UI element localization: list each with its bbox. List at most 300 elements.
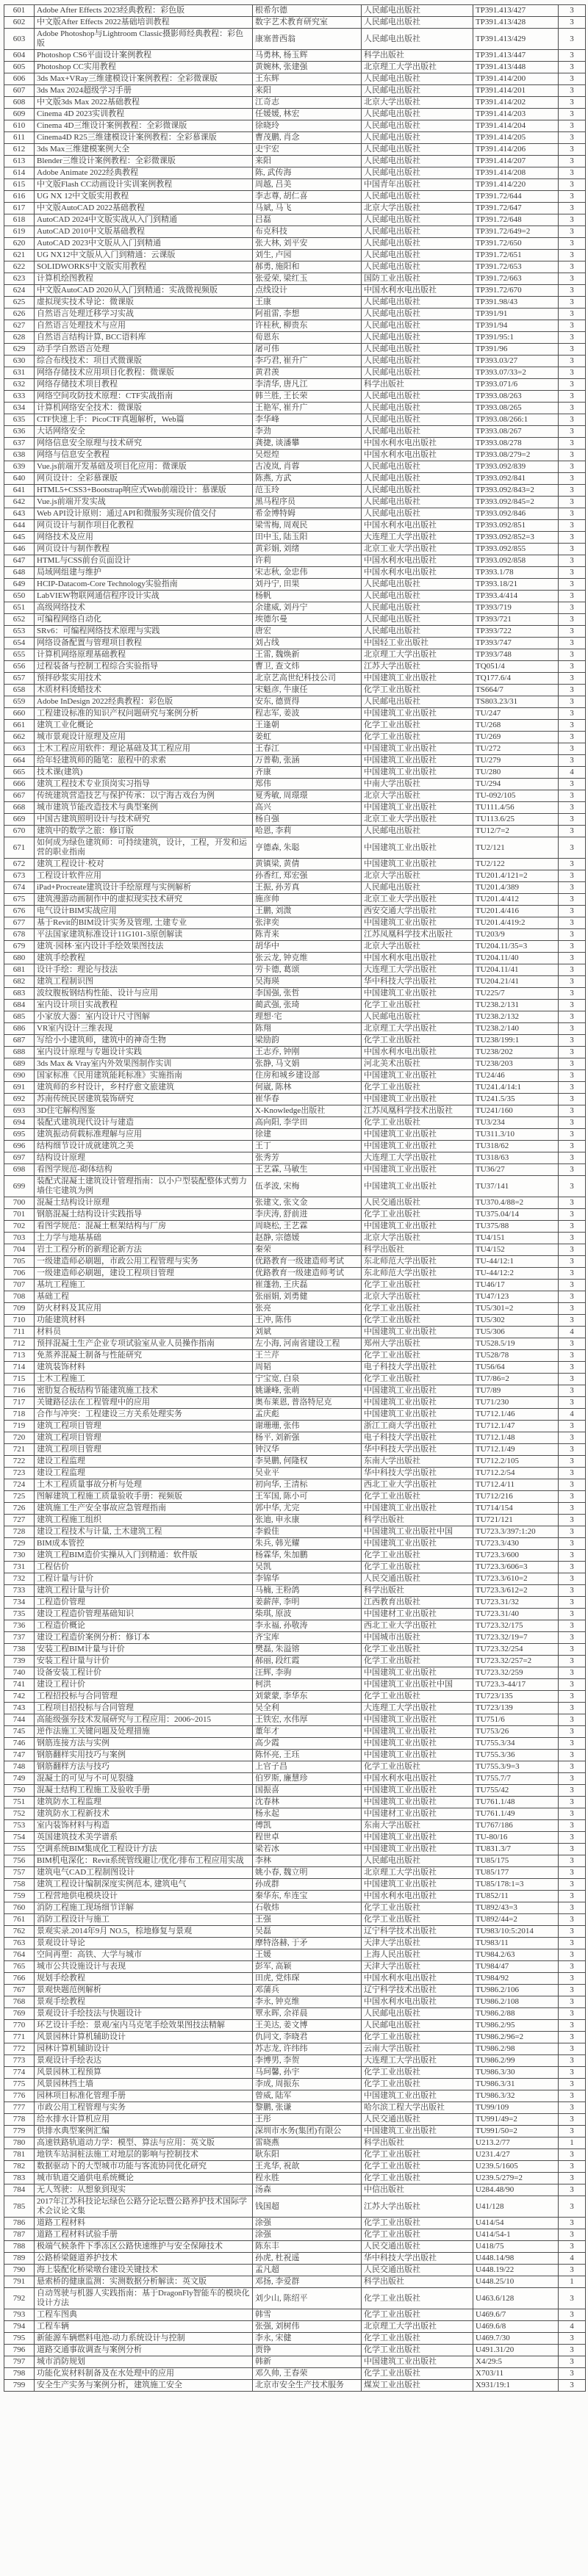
cell-author: 吴凯: [253, 1562, 362, 1573]
cell-publisher: 化学工业出版社: [362, 1117, 473, 1129]
cell-copies: 3: [559, 859, 586, 870]
cell-title: CTF快速上手：PicoCTF真题解析，Web篇: [35, 414, 253, 426]
cell-index: 652: [4, 614, 35, 626]
table-row: [4, 1374, 586, 1385]
cell-title: UG NX 12中文版实用教程: [35, 191, 253, 203]
cell-title: 土力学与地基基础: [35, 1233, 253, 1244]
cell-callno: U414/54: [473, 2218, 559, 2229]
cell-title: 建筑手绘教程: [35, 953, 253, 964]
cell-index: 626: [4, 309, 35, 320]
cell-callno: TU528/78: [473, 1350, 559, 1362]
cell-publisher: 科学出版社: [362, 379, 473, 391]
cell-title: 国家标准《民用建筑能耗标准》实施指南: [35, 1070, 253, 1082]
cell-title: 数据驱动下的大型城市功能与客流协同优化研究: [35, 2161, 253, 2173]
cell-author: 劳卡德, 葛颂: [253, 964, 362, 976]
cell-callno: TU723.32/19=7: [473, 1632, 559, 1644]
cell-author: 李锦华: [253, 1573, 362, 1585]
cell-copies: 3: [559, 261, 586, 273]
cell-index: 679: [4, 941, 35, 953]
cell-title: 消防工程设计与施工: [35, 1914, 253, 1926]
cell-callno: U469.7/30: [473, 2333, 559, 2345]
cell-publisher: 天津大学出版社: [362, 1938, 473, 1949]
cell-publisher: 中信出版社: [362, 2184, 473, 2196]
cell-publisher: 中国建筑工业出版社中国: [362, 1679, 473, 1691]
cell-callno: U469.6/7: [473, 2309, 559, 2321]
cell-index: 673: [4, 870, 35, 882]
cell-copies: 3: [559, 2356, 586, 2368]
cell-publisher: 人民邮电出版社: [362, 238, 473, 250]
cell-publisher: 北京工业大学出版社: [362, 814, 473, 826]
cell-index: 718: [4, 1409, 35, 1421]
cell-callno: U448.19/22: [473, 2265, 559, 2276]
cell-copies: 3: [559, 882, 586, 894]
cell-author: 史宇宏: [253, 144, 362, 156]
cell-copies: 3: [559, 520, 586, 532]
cell-callno: TU723.3/600: [473, 1550, 559, 1562]
cell-publisher: 北京大学出版社: [362, 1233, 473, 1244]
cell-copies: 3: [559, 379, 586, 391]
cell-index: 722: [4, 1456, 35, 1468]
table-row: [4, 1785, 586, 1797]
table-row: [4, 85, 586, 97]
cell-index: 720: [4, 1432, 35, 1444]
cell-publisher: 云南大学出版社: [362, 2043, 473, 2055]
cell-copies: 3: [559, 485, 586, 497]
cell-copies: 3: [559, 1000, 586, 1011]
cell-copies: 3: [559, 226, 586, 238]
cell-copies: 3: [559, 2126, 586, 2137]
cell-author: 高向阳, 李学田: [253, 1117, 362, 1129]
table-row: [4, 1362, 586, 1374]
cell-callno: TP393.092/841: [473, 473, 559, 485]
cell-publisher: 中国轻工业出版社: [362, 638, 473, 649]
cell-title: 小家放大器：室内设计尺寸图解: [35, 1011, 253, 1023]
cell-title: 自然语言结构计算, BCC语料库: [35, 332, 253, 344]
cell-copies: 3: [559, 1456, 586, 1468]
cell-title: SRv6：可编程网络技术原理与实践: [35, 626, 253, 638]
cell-index: 608: [4, 97, 35, 109]
cell-publisher: 中国水利水电出版社: [362, 520, 473, 532]
cell-publisher: 大连理工大学出版社: [362, 532, 473, 544]
table-row: [4, 426, 586, 438]
table-row: [4, 544, 586, 555]
cell-callno: TU712.1/47: [473, 1421, 559, 1432]
cell-callno: TU5/306: [473, 1327, 559, 1338]
cell-title: 室内设计项目实战教程: [35, 1000, 253, 1011]
cell-copies: 3: [559, 1141, 586, 1152]
cell-callno: X931/19:1: [473, 2380, 559, 2392]
cell-title: 3D住宅解构图鉴: [35, 1105, 253, 1117]
table-row: [4, 1070, 586, 1082]
cell-copies: 3: [559, 555, 586, 567]
cell-publisher: 人民邮电出版社: [362, 191, 473, 203]
cell-index: 744: [4, 1714, 35, 1726]
cell-author: 范玉玲: [253, 485, 362, 497]
cell-callno: TP391.413/427: [473, 5, 559, 17]
cell-index: 719: [4, 1421, 35, 1432]
cell-index: 647: [4, 555, 35, 567]
cell-publisher: 电子科技大学出版社: [362, 1362, 473, 1374]
cell-title: 建设工程技术与计量, 土木建筑工程: [35, 1526, 253, 1538]
cell-index: 757: [4, 1867, 35, 1879]
cell-publisher: 中国青年出版社: [362, 179, 473, 191]
cell-title: 装配式混凝土建筑设计管理指南：以小户型装配整体式剪力墙住宅建筑为例: [35, 1176, 253, 1197]
cell-copies: 3: [559, 1268, 586, 1280]
cell-title: 结构细节设计成就建筑之美: [35, 1141, 253, 1152]
cell-index: 658: [4, 685, 35, 696]
cell-author: 康塞普西翁: [253, 29, 362, 50]
cell-publisher: 中国建筑工业出版社: [362, 767, 473, 779]
cell-callno: TP391/94: [473, 320, 559, 332]
cell-copies: 3: [559, 591, 586, 602]
cell-callno: TU111.4/56: [473, 802, 559, 814]
cell-index: 674: [4, 882, 35, 894]
cell-callno: TP393/721: [473, 614, 559, 626]
table-row: [4, 497, 586, 508]
table-row: [4, 1773, 586, 1785]
table-row: [4, 1949, 586, 1961]
cell-index: 775: [4, 2079, 35, 2090]
cell-title: 3ds Max三维建模案例大全: [35, 144, 253, 156]
cell-author: 徐建: [253, 1129, 362, 1141]
cell-title: 园林计算机辅助设计: [35, 2043, 253, 2055]
cell-title: 基础工程: [35, 1291, 253, 1303]
cell-callno: TP393.08/267: [473, 426, 559, 438]
cell-title: 逆作法施工关键问题及处理措施: [35, 1726, 253, 1738]
cell-callno: TU723/139: [473, 1703, 559, 1714]
cell-copies: 3: [559, 203, 586, 214]
cell-callno: TU723.32/254: [473, 1644, 559, 1656]
cell-index: 622: [4, 261, 35, 273]
cell-publisher: 国防工业出版社: [362, 273, 473, 285]
cell-callno: TP393.071/6: [473, 379, 559, 391]
cell-copies: 3: [559, 1176, 586, 1197]
cell-callno: TU984/92: [473, 1973, 559, 1985]
cell-copies: 3: [559, 2229, 586, 2241]
cell-publisher: 中国建材工业出版社: [362, 1808, 473, 1820]
cell-copies: 3: [559, 1197, 586, 1209]
cell-copies: 3: [559, 1023, 586, 1035]
cell-author: 刘蒙蒙, 李华东: [253, 1691, 362, 1703]
cell-callno: TU113.6/25: [473, 814, 559, 826]
cell-publisher: 中国建筑工业出版社: [362, 837, 473, 859]
cell-title: 建筑施工生产安全事故应急管理指南: [35, 1503, 253, 1515]
cell-author: 李博男, 李贺: [253, 2055, 362, 2067]
table-row: [4, 870, 586, 882]
cell-publisher: 中国水利水电出版社: [362, 1047, 473, 1058]
cell-copies: 3: [559, 120, 586, 132]
cell-callno: U448.14/98: [473, 2253, 559, 2265]
cell-copies: 3: [559, 1011, 586, 1023]
table-row: [4, 2196, 586, 2218]
cell-callno: TU5/302: [473, 1315, 559, 1327]
cell-callno: TU36/27: [473, 1164, 559, 1176]
table-row: [4, 1421, 586, 1432]
cell-callno: TU723/135: [473, 1691, 559, 1703]
cell-index: 668: [4, 802, 35, 814]
cell-index: 716: [4, 1385, 35, 1397]
cell-publisher: 中国建筑工业出版社: [362, 802, 473, 814]
cell-publisher: 中国建筑工业出版社: [362, 1538, 473, 1550]
cell-author: X-Knowledge出版社: [253, 1105, 362, 1117]
table-row: [4, 2079, 586, 2090]
cell-index: 792: [4, 2288, 35, 2309]
cell-copies: 3: [559, 273, 586, 285]
cell-title: 建筑振动荷载标准理解与应用: [35, 1129, 253, 1141]
cell-author: 孟凡超: [253, 2265, 362, 2276]
cell-author: 张静, 马文娟: [253, 1058, 362, 1070]
cell-callno: TU723.3-44/17: [473, 1679, 559, 1691]
cell-callno: U213.2/77: [473, 2137, 559, 2149]
cell-publisher: 人民邮电出版社: [362, 414, 473, 426]
cell-author: 住房和城乡建设部: [253, 1070, 362, 1082]
cell-copies: 3: [559, 2184, 586, 2196]
cell-publisher: 化学工业出版社: [362, 1374, 473, 1385]
cell-title: 建筑工程施工组织: [35, 1515, 253, 1526]
table-row: [4, 203, 586, 214]
cell-callno: TP391.414/208: [473, 167, 559, 179]
table-row: [4, 50, 586, 62]
cell-callno: TU/268: [473, 720, 559, 732]
cell-author: 奥布莱恩, 普洛特尼克: [253, 1397, 362, 1409]
cell-title: 传统建筑营造技艺与保护传承：以宁海古戏台为例: [35, 790, 253, 802]
cell-author: 耿东阳: [253, 2149, 362, 2161]
cell-index: 609: [4, 109, 35, 120]
cell-callno: TP393.08/266:1: [473, 414, 559, 426]
cell-callno: TU238/199:1: [473, 1035, 559, 1047]
cell-title: 土木工程施工: [35, 1374, 253, 1385]
cell-publisher: 北京大学出版社: [362, 1291, 473, 1303]
cell-publisher: 人民邮电出版社: [362, 367, 473, 379]
cell-author: 黄君羡: [253, 367, 362, 379]
cell-copies: 3: [559, 2020, 586, 2032]
table-row: [4, 1105, 586, 1117]
cell-index: 665: [4, 767, 35, 779]
cell-author: 周晓松, 王艺霖: [253, 1221, 362, 1233]
cell-publisher: 中国建筑工业出版社: [362, 2126, 473, 2137]
cell-publisher: 人民邮电出版社: [362, 2008, 473, 2020]
cell-author: 董年才: [253, 1726, 362, 1738]
cell-publisher: 中国建筑工业出版社: [362, 673, 473, 685]
cell-publisher: 科学出版社: [362, 1585, 473, 1597]
cell-index: 726: [4, 1503, 35, 1515]
cell-copies: 3: [559, 532, 586, 544]
cell-title: 一级建造师必刷题，建设工程项目管理: [35, 1268, 253, 1280]
table-row: [4, 2149, 586, 2161]
cell-index: 742: [4, 1691, 35, 1703]
cell-author: 许桂秋, 柳贵东: [253, 320, 362, 332]
cell-copies: 3: [559, 1105, 586, 1117]
cell-copies: 3: [559, 1397, 586, 1409]
cell-callno: TU204.11/41: [473, 964, 559, 976]
cell-copies: 3: [559, 953, 586, 964]
cell-title: 中文版3ds Max 2022基础教程: [35, 97, 253, 109]
cell-copies: 1: [559, 2137, 586, 2149]
cell-title: 工程造价概论: [35, 1620, 253, 1632]
cell-index: 672: [4, 859, 35, 870]
cell-callno: TU712.1/49: [473, 1444, 559, 1456]
cell-author: 崔蓬勃, 王庆磊: [253, 1280, 362, 1291]
table-row: [4, 1832, 586, 1844]
table-row: [4, 1303, 586, 1315]
cell-callno: TP393.08/265: [473, 403, 559, 414]
cell-title: Photoshop CC实用教程: [35, 62, 253, 73]
table-row: [4, 438, 586, 450]
cell-publisher: 化学工业出版社: [362, 2161, 473, 2173]
cell-copies: 3: [559, 1691, 586, 1703]
cell-index: 756: [4, 1855, 35, 1867]
cell-copies: 3: [559, 1350, 586, 1362]
cell-callno: TU201.4/419:2: [473, 917, 559, 929]
cell-callno: U463.6/128: [473, 2288, 559, 2309]
cell-publisher: 华中科技大学出版社: [362, 976, 473, 988]
cell-publisher: 中国建筑工业出版社: [362, 1176, 473, 1197]
cell-publisher: 东北师范大学出版社: [362, 1256, 473, 1268]
cell-author: 刘丹宁, 田果: [253, 579, 362, 591]
cell-publisher: 浙江工商大学出版社: [362, 1421, 473, 1432]
cell-copies: 3: [559, 802, 586, 814]
cell-author: 陈, 武传海: [253, 167, 362, 179]
cell-title: 钢筋翻样方法与技巧: [35, 1761, 253, 1773]
table-row: [4, 988, 586, 1000]
cell-copies: 3: [559, 109, 586, 120]
table-row: [4, 2184, 586, 2196]
cell-callno: TU201.4/389: [473, 882, 559, 894]
cell-callno: TU7/89: [473, 1385, 559, 1397]
cell-publisher: 人民交通出版社: [362, 2114, 473, 2126]
cell-author: 曹卫, 查文炜: [253, 661, 362, 673]
cell-index: 646: [4, 544, 35, 555]
cell-publisher: 郑州大学出版社: [362, 1338, 473, 1350]
cell-title: 景观快题范例解析: [35, 1985, 253, 1996]
cell-copies: 3: [559, 894, 586, 906]
cell-title: 悬索桥的健康监测：实测数据分析解读：英文版: [35, 2276, 253, 2288]
cell-callno: TP393/722: [473, 626, 559, 638]
table-row: [4, 1644, 586, 1656]
cell-title: 工程估价: [35, 1562, 253, 1573]
cell-index: 656: [4, 661, 35, 673]
cell-index: 799: [4, 2380, 35, 2392]
cell-index: 767: [4, 1985, 35, 1996]
cell-callno: U231.4/27: [473, 2149, 559, 2161]
cell-title: 设计手绘：理论与技法: [35, 964, 253, 976]
cell-index: 618: [4, 214, 35, 226]
cell-publisher: 中国水利水电出版社: [362, 555, 473, 567]
cell-index: 729: [4, 1538, 35, 1550]
table-row: [4, 1397, 586, 1409]
cell-copies: 3: [559, 1844, 586, 1855]
cell-index: 659: [4, 696, 35, 708]
cell-copies: 3: [559, 1785, 586, 1797]
cell-publisher: 中国建筑工业出版社: [362, 1094, 473, 1105]
table-row: [4, 1432, 586, 1444]
table-row: [4, 5, 586, 17]
cell-callno: TQ051/4: [473, 661, 559, 673]
table-row: [4, 1961, 586, 1973]
cell-copies: 3: [559, 2102, 586, 2114]
table-row: [4, 403, 586, 414]
cell-publisher: 中国建筑工业出版社: [362, 1503, 473, 1515]
cell-index: 625: [4, 297, 35, 309]
table-row: [4, 2114, 586, 2126]
cell-copies: 3: [559, 1291, 586, 1303]
cell-title: 网络信息安全原理与技术研究: [35, 438, 253, 450]
cell-callno: TU/294: [473, 779, 559, 790]
cell-author: 王兰芹: [253, 1350, 362, 1362]
cell-author: 王铁宏, 水伟厚: [253, 1714, 362, 1726]
cell-callno: TU241.4/14:1: [473, 1082, 559, 1094]
cell-callno: TU712.4/11: [473, 1479, 559, 1491]
cell-callno: TP391.414/201: [473, 85, 559, 97]
cell-copies: 3: [559, 332, 586, 344]
cell-title: 供排水典型案例汇编: [35, 2126, 253, 2137]
cell-index: 675: [4, 894, 35, 906]
cell-callno: TU46/17: [473, 1280, 559, 1291]
cell-author: 汤森: [253, 2184, 362, 2196]
cell-copies: 3: [559, 1632, 586, 1644]
cell-callno: TP391.414/207: [473, 156, 559, 167]
cell-author: 江奇志: [253, 97, 362, 109]
table-row: [4, 2309, 586, 2321]
cell-publisher: 电子科技大学出版社: [362, 1432, 473, 1444]
cell-index: 753: [4, 1820, 35, 1832]
cell-publisher: 上海人民出版社: [362, 1949, 473, 1961]
cell-publisher: 人民邮电出版社: [362, 461, 473, 473]
cell-author: 李巧君, 崔升广: [253, 356, 362, 367]
cell-index: 678: [4, 929, 35, 941]
table-row: [4, 1023, 586, 1035]
cell-index: 663: [4, 743, 35, 755]
table-row: [4, 1491, 586, 1503]
cell-publisher: 中国建筑工业出版社: [362, 1141, 473, 1152]
cell-publisher: 北京大学出版社: [362, 790, 473, 802]
cell-author: 王逢朝: [253, 720, 362, 732]
cell-index: 671: [4, 837, 35, 859]
cell-copies: 3: [559, 2380, 586, 2392]
cell-index: 794: [4, 2321, 35, 2333]
cell-callno: TU3/234: [473, 1117, 559, 1129]
cell-callno: TU12/7=2: [473, 826, 559, 837]
cell-author: 刘少山, 陈绍平: [253, 2288, 362, 2309]
table-row: [4, 1914, 586, 1926]
cell-title: iPad+Procreate建筑设计手绘原理与实例解析: [35, 882, 253, 894]
table-row: [4, 226, 586, 238]
table-row: [4, 450, 586, 461]
table-row: [4, 1926, 586, 1938]
cell-author: 唐宏: [253, 626, 362, 638]
cell-publisher: 人民邮电出版社: [362, 2020, 473, 2032]
cell-author: 朱兵, 韩光耀: [253, 1538, 362, 1550]
cell-copies: 3: [559, 638, 586, 649]
cell-index: 769: [4, 2008, 35, 2020]
cell-title: 动手学自然语言处理: [35, 344, 253, 356]
cell-title: 建设工程造价案例分析：修订本: [35, 1632, 253, 1644]
cell-callno: TU5/301=2: [473, 1303, 559, 1315]
cell-author: 杨永起: [253, 1808, 362, 1820]
cell-publisher: 中国建筑工业出版社: [362, 1385, 473, 1397]
cell-callno: TP391.72/670: [473, 285, 559, 297]
cell-title: 网络技术及应用: [35, 532, 253, 544]
table-row: [4, 1280, 586, 1291]
table-row: [4, 708, 586, 720]
cell-callno: TU/280: [473, 767, 559, 779]
cell-author: 石敬炜: [253, 1902, 362, 1914]
cell-publisher: 人民交通出版社: [362, 2241, 473, 2253]
cell-index: 670: [4, 826, 35, 837]
cell-publisher: 中国建筑工业出版社: [362, 755, 473, 767]
cell-author: 刘斌: [253, 1327, 362, 1338]
cell-title: 计算机网络安全技术：微课版: [35, 403, 253, 414]
